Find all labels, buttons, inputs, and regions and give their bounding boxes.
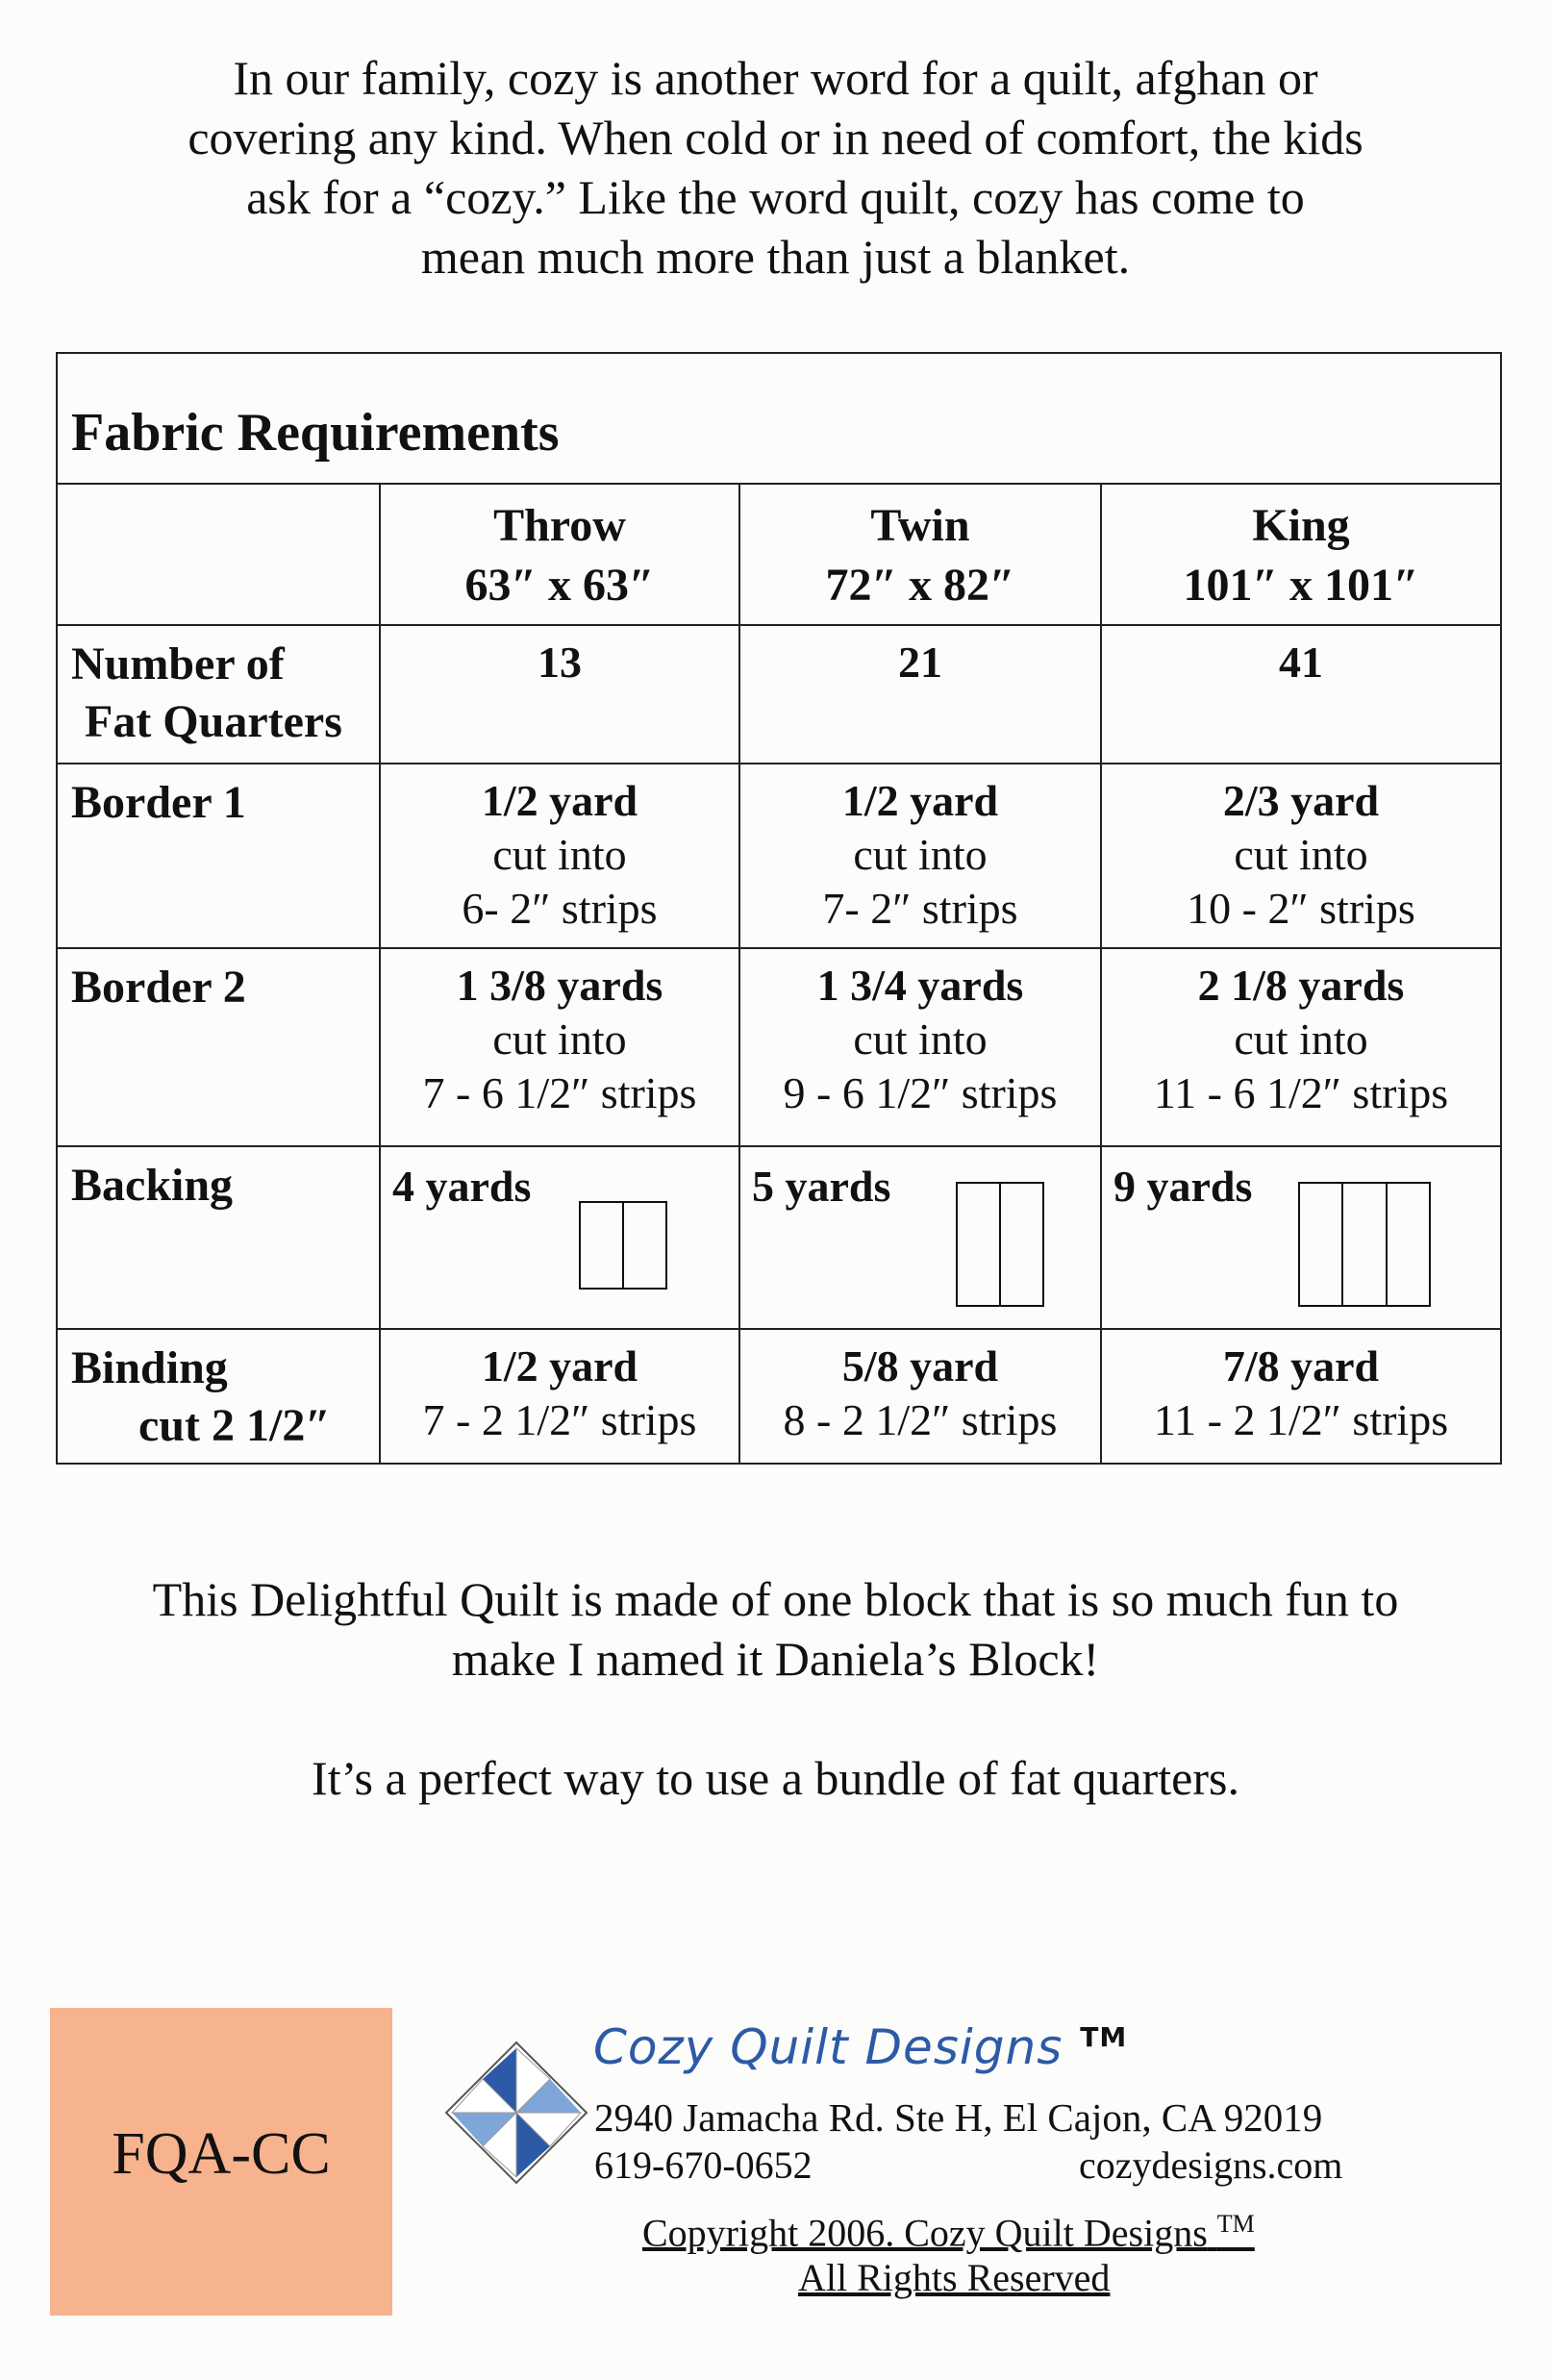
table-cell: 1/2 yard cut into 7- 2″ strips xyxy=(739,764,1101,948)
table-cell: 1/2 yard 7 - 2 1/2″ strips xyxy=(380,1329,739,1464)
rights-reserved: All Rights Reserved xyxy=(798,2256,1111,2299)
table-cell: 2/3 yard cut into 10 - 2″ strips xyxy=(1101,764,1501,948)
table-row xyxy=(57,1329,1501,1464)
size-header-throw: Throw 63″ x 63″ xyxy=(380,484,739,625)
header-empty-cell xyxy=(57,484,380,625)
intro-line: In our family, cozy is another word for a quilt, afghan or xyxy=(233,51,1318,105)
blurb-line: This Delightful Quilt is made of one block that is so much fun to xyxy=(152,1572,1399,1626)
website: cozydesigns.com xyxy=(1079,2143,1343,2187)
table-row xyxy=(57,1146,1501,1329)
table-cell: 41 xyxy=(1101,625,1501,764)
table-row xyxy=(57,625,1501,764)
table-cell: 1 3/8 yards cut into 7 - 6 1/2″ strips xyxy=(380,948,739,1146)
row-label-border2: Border 2 xyxy=(57,948,380,1146)
copyright: Copyright 2006. Cozy Quilt Designs ™ xyxy=(642,2210,1255,2255)
brand-name: Cozy Quilt Designs ™ xyxy=(593,2019,1128,2075)
size-header-twin: Twin 72″ x 82″ xyxy=(739,484,1101,625)
phone-number: 619-670-0652 xyxy=(594,2143,813,2187)
table-cell: 1/2 yard cut into 6- 2″ strips xyxy=(380,764,739,948)
table-row xyxy=(57,764,1501,948)
table-cell: 21 xyxy=(739,625,1101,764)
backing-panel-diagram-icon xyxy=(1298,1182,1431,1307)
table-cell: 5/8 yard 8 - 2 1/2″ strips xyxy=(739,1329,1101,1464)
fabric-requirements-table xyxy=(56,352,1502,1465)
row-label-fat-quarters: Number of Fat Quarters xyxy=(57,625,380,764)
table-cell: 9 yards xyxy=(1101,1146,1501,1329)
table-cell: 13 xyxy=(380,625,739,764)
row-label-binding: Binding cut 2 1/2″ xyxy=(57,1329,380,1464)
pattern-code: FQA-CC xyxy=(112,2120,331,2187)
backing-panel-diagram-icon xyxy=(579,1201,667,1290)
table-cell: 4 yards xyxy=(380,1146,739,1329)
blurb-paragraph xyxy=(58,1569,1493,1689)
intro-paragraph xyxy=(96,48,1455,287)
table-cell: 5 yards xyxy=(739,1146,1101,1329)
row-label-border1: Border 1 xyxy=(57,764,380,948)
address: 2940 Jamacha Rd. Ste H, El Cajon, CA 92019 xyxy=(594,2095,1323,2140)
pinwheel-logo-icon xyxy=(444,2041,588,2185)
intro-line: mean much more than just a blanket. xyxy=(420,230,1131,284)
blurb-line: It’s a perfect way to use a bundle of fat quarters. xyxy=(312,1751,1239,1805)
pattern-code-swatch xyxy=(50,2008,392,2316)
table-title: Fabric Requirements xyxy=(57,353,1501,484)
table-cell: 2 1/8 yards cut into 11 - 6 1/2″ strips xyxy=(1101,948,1501,1146)
table-cell: 7/8 yard 11 - 2 1/2″ strips xyxy=(1101,1329,1501,1464)
table-cell: 1 3/4 yards cut into 9 - 6 1/2″ strips xyxy=(739,948,1101,1146)
row-label-backing: Backing xyxy=(57,1146,380,1329)
intro-line: covering any kind. When cold or in need of comfort, the kids xyxy=(188,111,1363,164)
blurb-line: make I named it Daniela’s Block! xyxy=(451,1632,1100,1686)
table-row xyxy=(57,948,1501,1146)
size-header-king: King 101″ x 101″ xyxy=(1101,484,1501,625)
trademark: TM xyxy=(1080,2021,1128,2054)
intro-line: ask for a “cozy.” Like the word quilt, cozy has come to xyxy=(246,170,1305,224)
backing-panel-diagram-icon xyxy=(956,1182,1044,1307)
